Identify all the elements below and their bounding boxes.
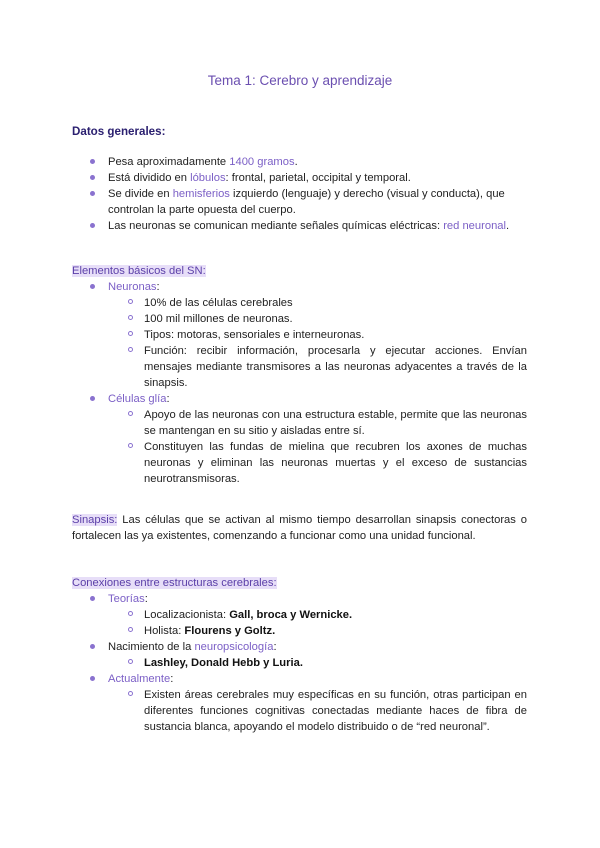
bullet-icon	[90, 223, 95, 228]
bullet-icon	[90, 191, 95, 196]
circle-bullet-icon	[128, 659, 133, 664]
sinapsis-text: Las células que se activan al mismo tiempo desarrollan sinapsis conectoras o fortalecen las ya existentes, comenzando a funcionar como una unidad funcional.	[72, 514, 527, 542]
section-heading: Datos generales:	[72, 125, 166, 138]
highlight-term: red neuronal	[443, 220, 507, 232]
sub-item: 10% de las células cerebrales	[72, 295, 527, 311]
list-item: Se divide en hemisferios izquierdo (lenguaje) y derecho (visual y conducta), que controlan la parte opuesta del cuerpo.	[72, 186, 527, 218]
sub-item: Localizacionista: Gall, broca y Wernicke.	[72, 607, 527, 623]
circle-bullet-icon	[128, 627, 133, 632]
sub-item: 100 mil millones de neuronas.	[72, 311, 527, 327]
bullet-icon	[90, 159, 95, 164]
list-item-glia: Células glía:	[72, 391, 527, 407]
section-heading: Elementos básicos del SN:	[72, 265, 206, 277]
highlight-term: hemisferios	[172, 188, 230, 200]
sub-item: Función: recibir información, procesarla y ejecutar acciones. Envían mensajes mediante transmisores a las neuronas adyacentes a través de la sinapsis.	[72, 343, 527, 391]
bullet-icon	[90, 596, 95, 601]
list-item: Pesa aproximadamente 1400 gramos.	[72, 154, 527, 170]
list-item-neuronas: Neuronas:	[72, 279, 527, 295]
sub-item: Lashley, Donald Hebb y Luria.	[72, 655, 527, 671]
bullet-icon	[90, 676, 95, 681]
list-item-teorias: Teorías:	[72, 591, 527, 607]
list-item-actualmente: Actualmente:	[72, 671, 527, 687]
sub-item: Tipos: motoras, sensoriales e interneuronas.	[72, 327, 527, 343]
circle-bullet-icon	[128, 299, 133, 304]
section-elementos-basicos	[72, 263, 527, 487]
highlight-term: lóbulos	[190, 172, 226, 184]
sub-item: Existen áreas cerebrales muy específicas en su función, otras participan en diferentes funciones cognitivas conectadas mediante haces de fibra de sustancia blanca, apoyando el modelo distribuido o de “red neuronal”.	[72, 687, 527, 735]
sub-item: Constituyen las fundas de mielina que recubren los axones de muchas neuronas y eliminan las neuronas muertas y el exceso de sustancias neurotransmisoras.	[72, 439, 527, 487]
section-sinapsis	[72, 512, 527, 544]
list-item: Las neuronas se comunican mediante señales químicas eléctricas: red neuronal.	[72, 218, 527, 234]
bullet-icon	[90, 175, 95, 180]
section-datos-generales	[72, 124, 527, 234]
sub-item: Holista: Flourens y Goltz.	[72, 623, 527, 639]
conexiones-list	[72, 591, 527, 735]
section-heading: Conexiones entre estructuras cerebrales:	[72, 577, 277, 589]
circle-bullet-icon	[128, 315, 133, 320]
section-conexiones	[72, 575, 527, 735]
circle-bullet-icon	[128, 331, 133, 336]
circle-bullet-icon	[128, 443, 133, 448]
bullet-icon	[90, 644, 95, 649]
circle-bullet-icon	[128, 611, 133, 616]
circle-bullet-icon	[128, 347, 133, 352]
sinapsis-label: Sinapsis:	[72, 514, 118, 526]
list-item-nacimiento: Nacimiento de la neuropsicología:	[72, 639, 527, 655]
circle-bullet-icon	[128, 411, 133, 416]
list-item: Está dividido en lóbulos: frontal, parietal, occipital y temporal.	[72, 170, 527, 186]
circle-bullet-icon	[128, 691, 133, 696]
highlight-term: 1400 gramos	[229, 156, 295, 168]
bullet-icon	[90, 284, 95, 289]
elementos-list	[72, 279, 527, 487]
bullet-icon	[90, 396, 95, 401]
sub-item: Apoyo de las neuronas con una estructura estable, permite que las neuronas se mantengan en su sitio y aisladas entre sí.	[72, 407, 527, 439]
datos-list	[72, 154, 527, 234]
page-title: Tema 1: Cerebro y aprendizaje	[207, 73, 393, 88]
